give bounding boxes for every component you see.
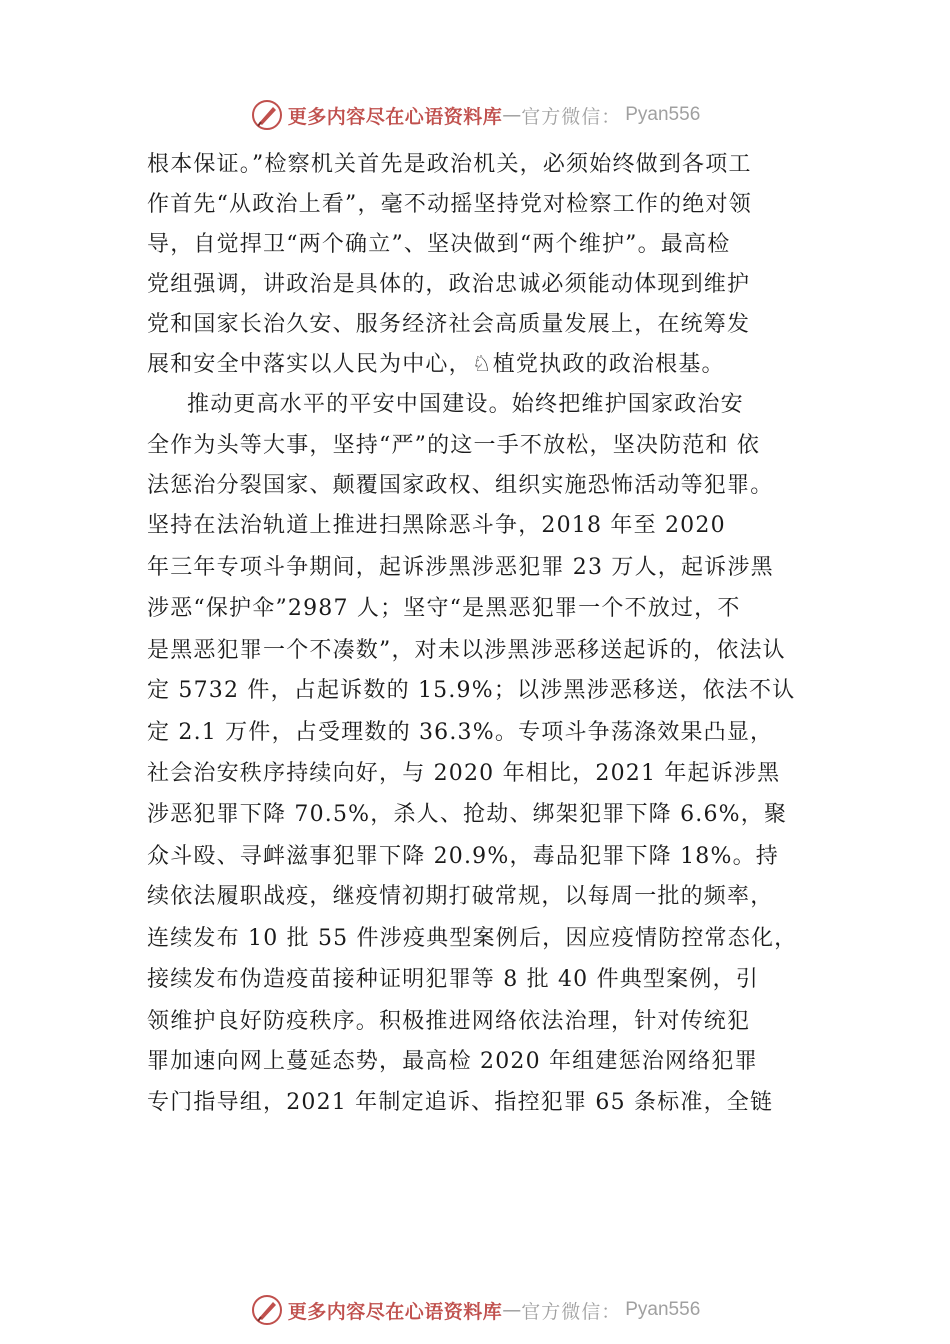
text-line: 定 2.1 万件，占受理数的 36.3%。专项斗争荡涤效果凸显， bbox=[147, 720, 774, 745]
text-line: 党和国家长治久安、服务经济社会高质量发展上，在统筹发 bbox=[147, 312, 751, 337]
text-line: 领维护良好防疫秩序。积极推进网络依法治理，针对传统犯 bbox=[147, 1009, 751, 1034]
pen-circle-icon bbox=[250, 98, 284, 132]
footer-separator: — bbox=[502, 1299, 522, 1321]
text-line: 导，自觉捍卫“两个确立”、坚决做到“两个维护”。最高检 bbox=[147, 232, 731, 257]
footer-wechat-id: Pyan556 bbox=[625, 1299, 701, 1320]
text-line: 展和安全中落实以人民为中心，♘植党执政的政治根基。 bbox=[147, 352, 725, 377]
text-line: 定 5732 件，占起诉数的 15.9%；以涉黑涉恶移送，依法不认 bbox=[147, 678, 796, 703]
text-line: 接续发布伪造疫苗接种证明犯罪等 8 批 40 件典型案例，引 bbox=[147, 967, 759, 992]
text-line: 年三年专项斗争期间，起诉涉黑涉恶犯罪 23 万人，起诉涉黑 bbox=[147, 555, 774, 580]
header-site-name: 更多内容尽在心语资料库 bbox=[287, 105, 503, 128]
header-banner bbox=[0, 95, 950, 135]
text-line: 众斗殴、寻衅滋事犯罪下降 20.9%，毒品犯罪下降 18%。持 bbox=[147, 844, 779, 869]
text-line: 涉恶犯罪下降 70.5%，杀人、抢劫、绑架犯罪下降 6.6%，聚 bbox=[147, 802, 788, 827]
text-line: 涉恶“保护伞”2987 人；坚守“是黑恶犯罪一个不放过，不 bbox=[147, 596, 741, 621]
text-line: 罪加速向网上蔓延态势，最高检 2020 年组建惩治网络犯罪 bbox=[147, 1049, 758, 1074]
pen-circle-icon bbox=[250, 1293, 284, 1327]
text-line: 作首先“从政治上看”，毫不动摇坚持党对检察工作的绝对领 bbox=[147, 192, 752, 217]
paragraph-first-line: 推动更高水平的平安中国建设。始终把维护国家政治安 bbox=[187, 392, 744, 417]
text-line: 根本保证。”检察机关首先是政治机关，必须始终做到各项工 bbox=[147, 152, 752, 177]
text-line: 法惩治分裂国家、颠覆国家政权、组织实施恐怖活动等犯罪。 bbox=[147, 473, 774, 498]
text-line: 党组强调，讲政治是具体的，政治忠诚必须能动体现到维护 bbox=[147, 272, 751, 297]
text-line: 连续发布 10 批 55 件涉疫典型案例后，因应疫情防控常态化， bbox=[147, 926, 798, 951]
text-line: 社会治安秩序持续向好，与 2020 年相比，2021 年起诉涉黑 bbox=[147, 761, 781, 786]
footer-contact-label: 官方微信： bbox=[521, 1300, 622, 1323]
footer-banner bbox=[0, 1290, 950, 1330]
text-line: 全作为头等大事，坚持“严”的这一手不放松，坚决防范和 依 bbox=[147, 433, 761, 458]
footer-site-name: 更多内容尽在心语资料库 bbox=[287, 1300, 503, 1323]
header-contact-label: 官方微信： bbox=[521, 105, 622, 128]
text-line: 是黑恶犯罪一个不凑数”，对未以涉黑涉恶移送起诉的，依法认 bbox=[147, 638, 786, 663]
header-separator: — bbox=[502, 104, 522, 126]
text-line: 专门指导组，2021 年制定追诉、指控犯罪 65 条标准，全链 bbox=[147, 1090, 774, 1115]
header-wechat-id: Pyan556 bbox=[625, 104, 701, 125]
text-line: 坚持在法治轨道上推进扫黑除恶斗争，2018 年至 2020 bbox=[147, 513, 726, 538]
text-line: 续依法履职战疫，继疫情初期打破常规，以每周一批的频率， bbox=[147, 884, 774, 909]
